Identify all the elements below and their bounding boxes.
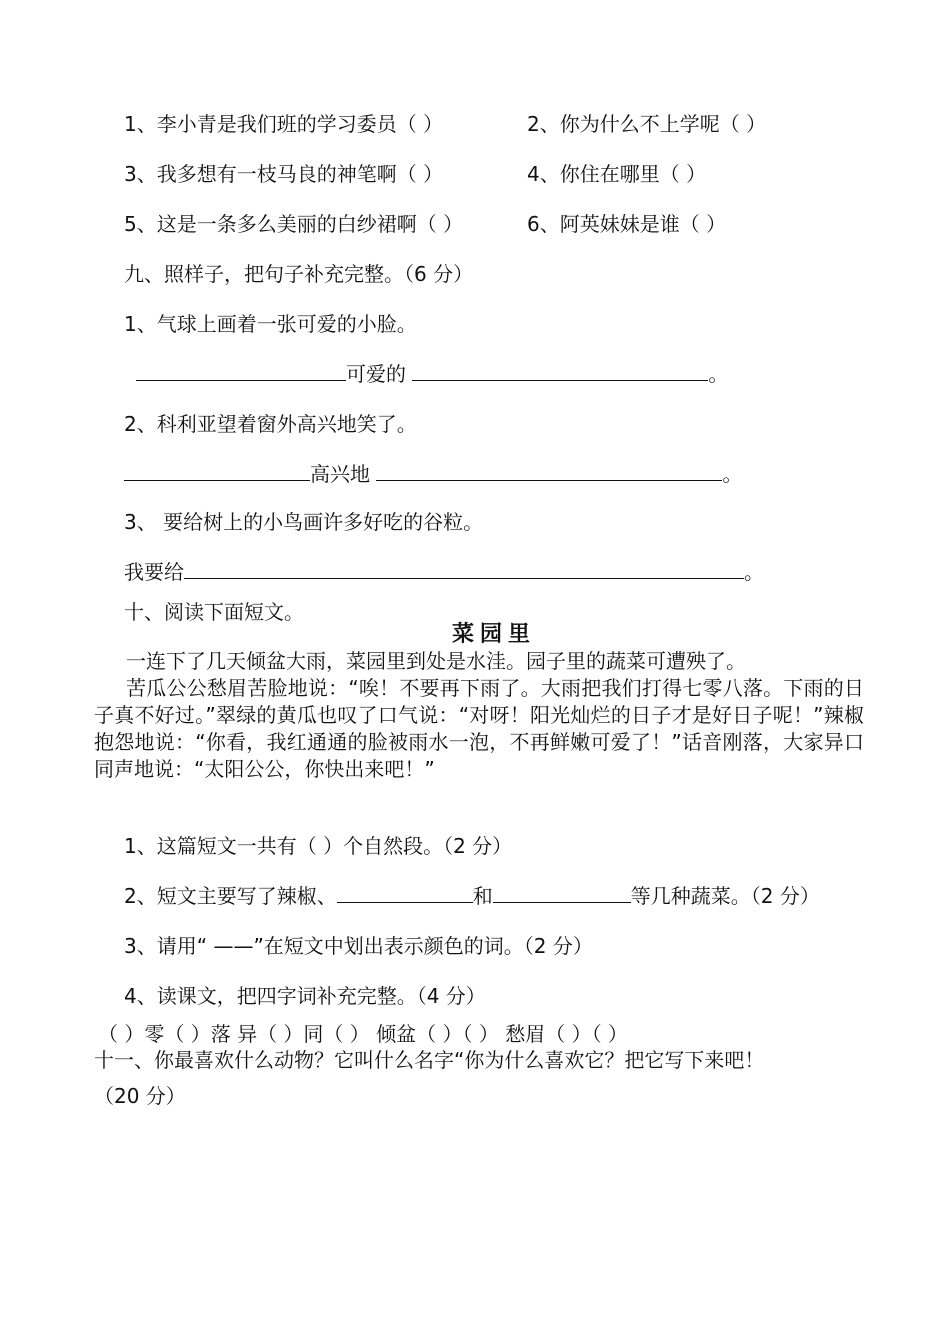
passage-paragraph-2: 苦瓜公公愁眉苦脸地说：“唉！不要再下雨了。大雨把我们打得七零八落。下雨的日子真不好过。”翠绿的黄瓜也叹了口气说：“对呀！阳光灿烂的日子才是好日子呢！”辣椒抱怨地说：“你看，我红通通的脸被雨水一泡，不再鲜嫩可爱了！”话音刚落，大家异口同声地说：“太阳公公，你快出来吧！” [94, 676, 864, 781]
question-8-4: 4、你住在哪里（ ） [527, 162, 707, 186]
fill-word: 高兴地 [310, 462, 370, 486]
question-10-3: 3、请用“ ——”在短文中划出表示颜色的词。（2 分） [124, 934, 593, 958]
passage-title: 菜园里 [452, 622, 537, 647]
question-text: 2、短文主要写了辣椒、 [124, 884, 337, 908]
section-9-heading: 九、照样子，把句子补充完整。（6 分） [124, 262, 474, 286]
question-8-2: 2、你为什么不上学呢（ ） [527, 112, 767, 136]
question-text: 和 [472, 884, 493, 908]
example-sentence-1: 1、气球上画着一张可爱的小脸。 [124, 312, 417, 336]
blank-line[interactable] [184, 558, 744, 579]
fill-line-1 [136, 360, 728, 388]
blank-line[interactable] [376, 460, 722, 481]
blank-line[interactable] [412, 360, 708, 381]
question-8-1: 1、李小青是我们班的学习委员（ ） [124, 112, 444, 136]
example-sentence-2: 2、科利亚望着窗外高兴地笑了。 [124, 412, 417, 436]
fill-word: 可爱的 [346, 362, 406, 386]
period: 。 [708, 362, 729, 386]
question-8-5: 5、这是一条多么美丽的白纱裙啊（ ） [124, 212, 464, 236]
idiom-fill-row: （ ）零（ ）落 异（ ）同（ ） 倾盆（ ）（ ） 愁眉（ ）（ ） [98, 1022, 628, 1046]
question-10-1: 1、这篇短文一共有（ ）个自然段。（2 分） [124, 834, 513, 858]
fill-line-3 [124, 558, 764, 586]
section-11-heading: 十一、你最喜欢什么动物？它叫什么名字“你为什么喜欢它？把它写下来吧！ [94, 1048, 765, 1072]
blank-line[interactable] [124, 460, 310, 481]
blank-line[interactable] [337, 882, 473, 903]
section-11-score: （20 分） [94, 1084, 186, 1108]
passage-paragraph-1: 一连下了几天倾盆大雨，菜园里到处是水洼。园子里的蔬菜可遭殃了。 [126, 649, 746, 673]
fill-line-2 [124, 460, 742, 488]
section-10-heading: 十、阅读下面短文。 [124, 600, 304, 624]
question-text: 等几种蔬菜。（2 分） [630, 884, 820, 908]
period: 。 [722, 462, 743, 486]
blank-line[interactable] [493, 882, 631, 903]
question-10-4: 4、读课文，把四字词补充完整。（4 分） [124, 984, 486, 1008]
blank-line[interactable] [136, 360, 346, 381]
question-8-6: 6、阿英妹妹是谁（ ） [527, 212, 727, 236]
fill-word: 我要给 [124, 560, 184, 584]
question-10-2 [124, 882, 820, 910]
passage-body [94, 648, 864, 783]
example-sentence-3: 3、 要给树上的小鸟画许多好吃的谷粒。 [124, 510, 484, 534]
period: 。 [744, 560, 764, 584]
question-8-3: 3、我多想有一枝马良的神笔啊（ ） [124, 162, 444, 186]
